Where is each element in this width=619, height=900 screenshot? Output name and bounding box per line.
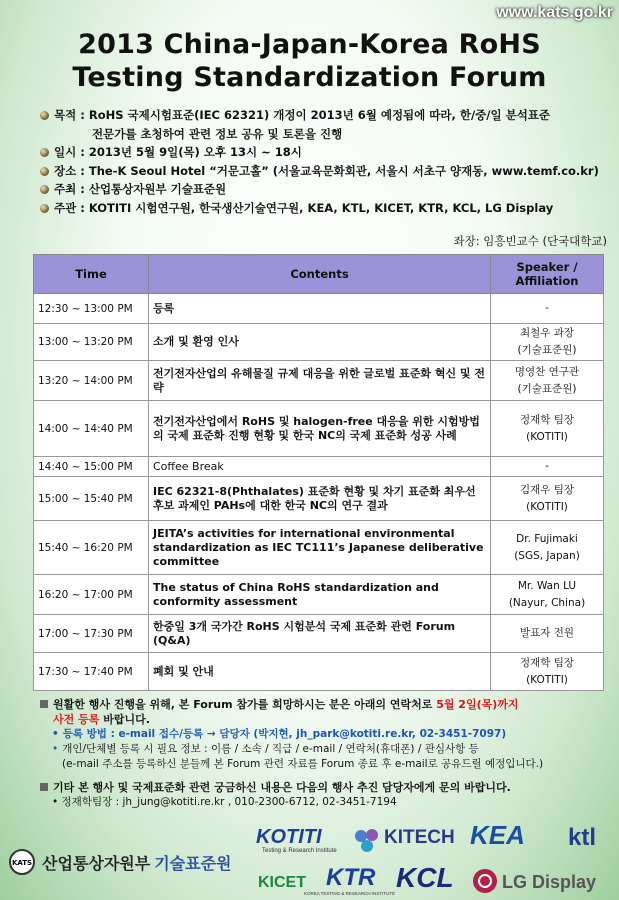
title-line-1: 2013 China-Japan-Korea RoHS: [78, 29, 541, 60]
content-cell: 소개 및 환영 인사: [149, 324, 491, 361]
content-cell: The status of China RoHS standardization and conformity assessment: [149, 575, 491, 615]
time-cell: 13:00 ~ 13:20 PM: [34, 324, 149, 361]
content-cell: 한중일 3개 국가간 RoHS 시험분석 국제 표준화 관련 Forum (Q&A): [149, 615, 491, 653]
dot-bullet-icon: •: [52, 728, 59, 740]
organizer-row: 주관 : KOTITI 시험연구원, 한국생산기술연구원, KEA, KTL, KICET, KTR, KCL, LG Display: [40, 199, 610, 218]
speaker-cell: 김재우 팀장 (KOTITI): [491, 477, 604, 521]
table-row: [34, 401, 604, 457]
bullet-icon: [40, 204, 49, 213]
required-info: • 개인/단체별 등록 시 필요 정보 : 이름 / 소속 / 직급 / e-mail / 연락처(휴대폰) / 관심사항 등: [52, 743, 479, 755]
kitech-logo: KITECH: [384, 827, 455, 848]
content-cell: 폐회 및 안내: [149, 653, 491, 691]
time-cell: 17:00 ~ 17:30 PM: [34, 615, 149, 653]
contact-info: • 정재학팀장 : jh_jung@kotiti.re.kr , 010-2300-6712, 02-3451-7194: [52, 796, 397, 808]
purpose-row: 목적 : RoHS 국제시험표준(IEC 62321) 개정이 2013년 6월 예정됨에 따라, 한/중/일 분석표준: [40, 106, 610, 125]
time-cell: 14:00 ~ 14:40 PM: [34, 401, 149, 457]
content-cell: Coffee Break: [149, 457, 491, 477]
venue-row: 장소 : The-K Seoul Hotel “거문고홀” (서울교육문화회관, 서울시 서초구 양재동, www.temf.co.kr): [40, 162, 610, 181]
table-row: [34, 575, 604, 615]
share-note: (e-mail 주소를 등록하신 분들께 본 Forum 관련 자료를 Forum 종료 후 e-mail로 공유드릴 예정입니다.): [62, 758, 544, 770]
kotiti-logo: KOTITI: [256, 826, 322, 848]
kotiti-subtitle: Testing & Research Institute: [262, 848, 337, 854]
event-info: [40, 106, 610, 217]
header-speaker: Speaker / Affiliation: [491, 255, 604, 294]
bullet-icon: [40, 148, 49, 157]
registration-notice: 원활한 행사 진행을 위해, 본 Forum 참가를 희망하시는 분은 아래의 연락처로 5월 2일(목)까지: [40, 697, 615, 712]
motie-kats-logo: KATS 산업통상자원부 기술표준원: [8, 848, 231, 876]
time-cell: 12:30 ~ 13:00 PM: [34, 294, 149, 324]
table-row: [34, 653, 604, 691]
registration-method-link[interactable]: 등록 방법 : e-mail 접수/등록 → 담당자 (박지현, jh_park@kotiti.re.kr, 02-3451-7097): [62, 728, 507, 740]
time-cell: 15:00 ~ 15:40 PM: [34, 477, 149, 521]
content-cell: 전기전자산업에서 RoHS 및 halogen-free 대응을 위한 시험방법의 국제 표준화 진행 현황 및 한국 NC의 국제 표준화 성공 사례: [149, 401, 491, 457]
time-cell: 15:40 ~ 16:20 PM: [34, 521, 149, 575]
speaker-cell: 정재학 팀장 (KOTITI): [491, 401, 604, 457]
kitech-icon: [352, 826, 382, 856]
table-header-row: [34, 255, 604, 294]
speaker-cell: -: [491, 294, 604, 324]
table-row: [34, 324, 604, 361]
header-time: Time: [34, 255, 149, 294]
registration-deadline: 5월 2일(목)까지: [436, 698, 519, 711]
speaker-cell: Mr. Wan LU (Nayur, China): [491, 575, 604, 615]
bullet-icon: [40, 167, 49, 176]
speaker-cell: Dr. Fujimaki (SGS, Japan): [491, 521, 604, 575]
ktr-logo: KTR: [326, 864, 376, 891]
time-cell: 13:20 ~ 14:00 PM: [34, 361, 149, 401]
content-cell: 등록: [149, 294, 491, 324]
speaker-cell: 정재학 팀장 (KOTITI): [491, 653, 604, 691]
kicet-logo: KICET: [258, 874, 306, 891]
content-cell: 전기전자산업의 유해물질 규제 대응을 위한 글로벌 표준화 혁신 및 전략: [149, 361, 491, 401]
website-url[interactable]: www.kats.go.kr: [496, 4, 613, 21]
table-row: [34, 361, 604, 401]
speaker-cell: 최철우 과장 (기술표준원): [491, 324, 604, 361]
time-cell: 17:30 ~ 17:40 PM: [34, 653, 149, 691]
table-row: [34, 294, 604, 324]
table-row: [34, 521, 604, 575]
lg-icon: [472, 868, 498, 894]
schedule-table: [33, 254, 604, 691]
square-bullet-icon: [40, 700, 48, 708]
page-title: [0, 28, 619, 94]
kats-seal-icon: [8, 848, 36, 876]
content-cell: IEC 62321-8(Phthalates) 표준화 현황 및 차기 표준화 최우선 후보 과제인 PAHs에 대한 한국 NC의 연구 결과: [149, 477, 491, 521]
registration-notes: [40, 697, 615, 810]
registration-method: [40, 727, 615, 742]
table-row: [34, 615, 604, 653]
square-bullet-icon: [40, 783, 48, 791]
time-cell: 16:20 ~ 17:00 PM: [34, 575, 149, 615]
bullet-icon: [40, 185, 49, 194]
lg-display-logo: LG Display: [502, 872, 597, 892]
content-cell: JEITA’s activities for international environmental standardization as IEC TC111’s Japanese deliberative committee: [149, 521, 491, 575]
purpose-row-continued: 전문가를 초청하여 관련 정보 공유 및 토론을 진행: [92, 126, 343, 141]
speaker-cell: 발표자 전원: [491, 615, 604, 653]
table-row: [34, 457, 604, 477]
inquiry-notice: 기타 본 행사 및 국제표준화 관련 궁금하신 내용은 다음의 행사 추진 담당자에게 문의 바랍니다.: [40, 780, 615, 795]
registration-notice-continued: 사전 등록 바랍니다.: [53, 713, 150, 726]
bullet-icon: [40, 111, 49, 120]
host-row: 주최 : 산업통상자원부 기술표준원: [40, 180, 610, 199]
kea-logo: KEA: [470, 820, 525, 850]
time-cell: 14:40 ~ 15:00 PM: [34, 457, 149, 477]
ktl-logo: ktl: [568, 824, 597, 851]
speaker-cell: -: [491, 457, 604, 477]
kcl-logo: KCL: [396, 862, 454, 893]
title-line-2: Testing Standardization Forum: [72, 62, 547, 93]
chairperson: 좌장: 임흥빈교수 (단국대학교): [453, 234, 607, 248]
date-row: 일시 : 2013년 5월 9일(목) 오후 13시 ~ 18시: [40, 143, 610, 162]
speaker-cell: 명영찬 연구관 (기술표준원): [491, 361, 604, 401]
dot-bullet-icon: •: [52, 743, 59, 755]
table-row: [34, 477, 604, 521]
svg-text:KATS: KATS: [11, 859, 33, 867]
ktr-subtitle: KOREA TESTING & RESEARCH INSTITUTE: [304, 891, 396, 896]
header-contents: Contents: [149, 255, 491, 294]
dot-bullet-icon: •: [52, 796, 62, 808]
